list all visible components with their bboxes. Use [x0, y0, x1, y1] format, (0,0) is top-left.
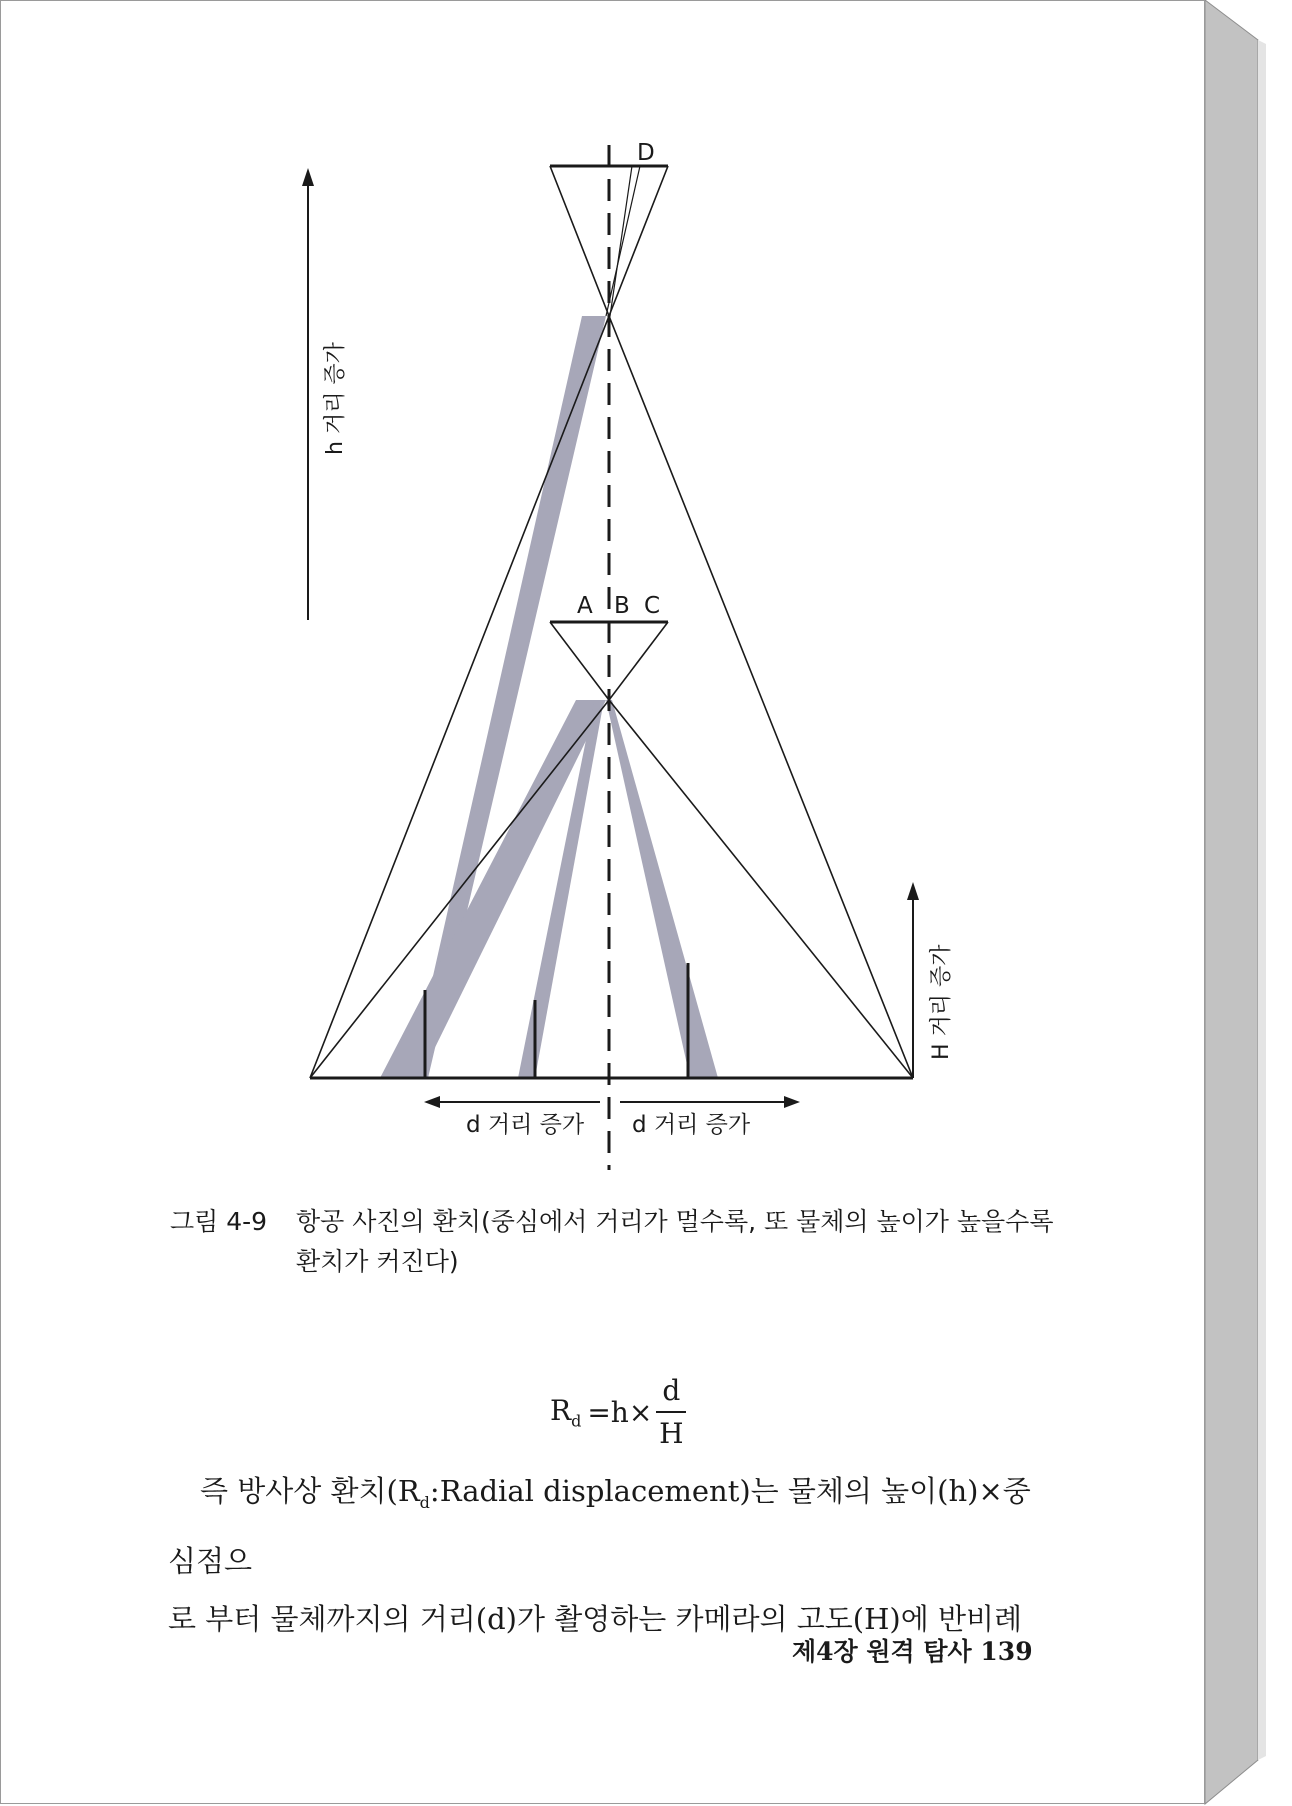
paragraph-line-2: 로 부터 물체까지의 거리(d)가 촬영하는 카메라의 고도(H)에 반비례 [168, 1601, 1022, 1636]
label-A: A [577, 593, 593, 619]
H-axis-label: H 거리 증가 [929, 944, 954, 1060]
page-footer: 제4장 원격 탐사 139 [792, 1637, 1033, 1666]
paragraph-line-1: 즉 방사상 환치($R_d:Radial$ displacement)는 물체의 높이(h)×중심점으 [168, 1474, 1031, 1578]
body-paragraph [168, 1462, 1058, 1648]
d-right-label: d 거리 증가 [632, 1112, 751, 1138]
label-C: C [644, 593, 661, 619]
caption-text: 항공 사진의 환치(중심에서 거리가 멀수록, 또 물체의 높이가 높을수록 환치가 커진다) [296, 1207, 1054, 1276]
d-left-label: d 거리 증가 [466, 1112, 585, 1138]
right-object-shadow [606, 700, 718, 1078]
label-D: D [637, 140, 655, 166]
caption-number: 그림 4-9 [170, 1207, 268, 1236]
formula-numerator: d [662, 1374, 681, 1407]
label-B: B [614, 593, 630, 619]
formula-lhs: $R_d$ [550, 1393, 582, 1431]
formula-equals: =h× [587, 1395, 653, 1429]
formula-denominator: H [659, 1417, 684, 1450]
displacement-formula [550, 1372, 686, 1452]
h-axis-label: h 거리 증가 [323, 342, 348, 455]
formula-fraction [656, 1374, 686, 1450]
